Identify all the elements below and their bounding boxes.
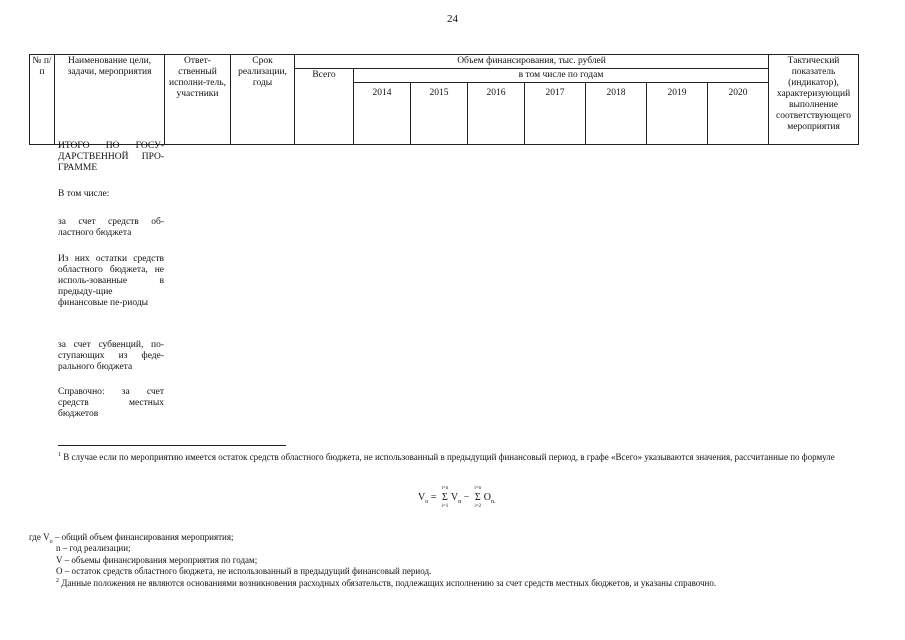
footnote-where: где $V_о$ – общий объем финансирования мероприятия; <box>29 532 234 545</box>
header-by-years: в том числе по годам <box>354 69 769 83</box>
header-year-2020: 2020 <box>708 83 769 145</box>
footnote-n: n – год реализации; <box>56 543 131 553</box>
row-label: за счет средств об-ластного бюджета <box>58 217 164 238</box>
row-label: ИТОГО ПО ГОСУ-ДАРСТВЕННОЙ ПРО-ГРАММЕ <box>58 141 164 173</box>
row-label: Справочно: за счет средств местных бюджетов <box>58 387 164 419</box>
footnote-o: O – остаток средств областного бюджета, не использованный в предыдущий финансовый период. <box>56 566 432 576</box>
header-year-2018: 2018 <box>586 83 647 145</box>
header-year-2016: 2016 <box>468 83 525 145</box>
header-year-2017: 2017 <box>525 83 586 145</box>
footnote-2: $^2$ Данные положения не являются основаниями возникновения расходных обязательств, подлежащих исполнению за счет средств местных бюджетов, и указаны справочно. <box>56 578 717 588</box>
sum-symbol: Σ i=n i=1 <box>441 486 449 509</box>
header-total: Всего <box>295 69 354 145</box>
header-year-2019: 2019 <box>647 83 708 145</box>
header-term: Срок реализации, годы <box>231 55 295 145</box>
sum-symbol: Σ i=n i=2 <box>474 486 482 509</box>
page-number: 24 <box>447 13 458 25</box>
formula: $V_о = \Sigma$ i=n i=1 $V_n - \Sigma$ i=n i=2 $O_{n.}$ <box>418 486 496 509</box>
row-label: В том числе: <box>58 189 110 199</box>
footnote-1: $^1$ В случае если по мероприятию имеется остаток средств областного бюджета, не использованный в предыдущий финансовый период, в графе «Всего» указываются значения, рассчитанные по формуле <box>58 452 835 462</box>
header-year-2014: 2014 <box>354 83 411 145</box>
header-funding: Объем финансирования, тыс. рублей <box>295 55 769 69</box>
header-responsible: Ответ-ственный исполни-тель, участники <box>165 55 231 145</box>
header-name: Наименование цели, задачи, мероприятия <box>55 55 165 145</box>
footnote-divider <box>58 445 286 446</box>
footnote-v: V – объемы финансирования мероприятия по годам; <box>56 555 258 565</box>
row-label: Из них остатки средств областного бюджета, не исполь-зованные в предыду-щие финансовые пе-риоды <box>58 254 164 308</box>
funding-table-header <box>29 54 859 145</box>
row-label: за счет субвенций, по-ступающих из феде-рального бюджета <box>58 340 164 372</box>
header-num: № п/п <box>30 55 55 145</box>
header-year-2015: 2015 <box>411 83 468 145</box>
header-indicator: Тактический показатель (индикатор), характеризующий выполнение соответствующего мероприятия <box>769 55 859 145</box>
